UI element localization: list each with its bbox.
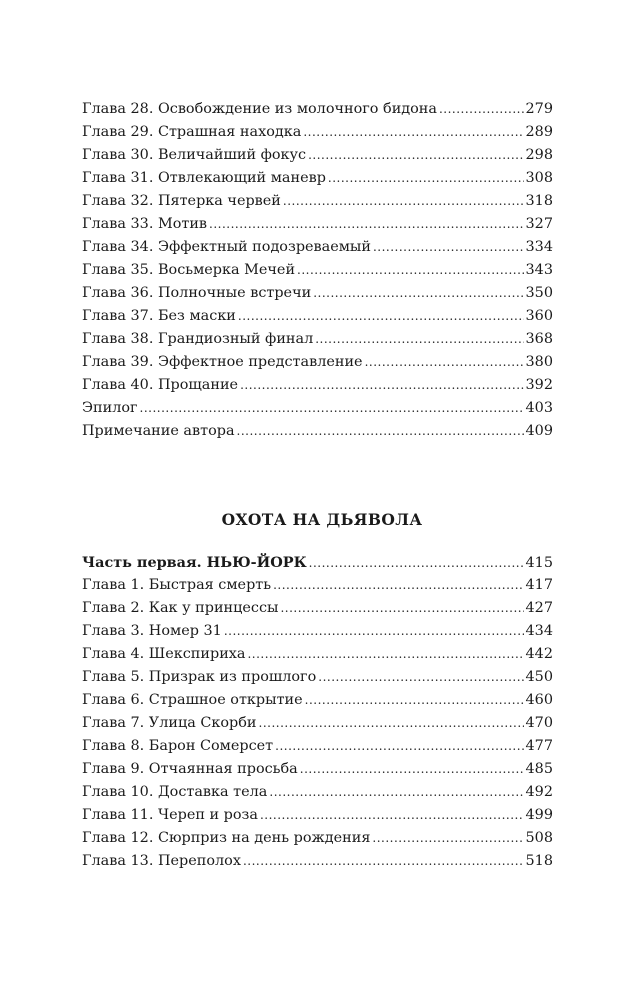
- toc-entry-title: Глава 5. Призрак из прошлого: [82, 669, 317, 685]
- leader-dots: [309, 552, 524, 575]
- leader-dots: [328, 167, 524, 190]
- toc-entry: [82, 735, 553, 758]
- toc-entry-title: Эпилог: [82, 400, 138, 416]
- toc-entry-page: 380: [525, 354, 553, 370]
- leader-dots: [280, 597, 523, 620]
- toc-entry-page: 427: [525, 600, 553, 616]
- toc-entry: [82, 397, 553, 420]
- leader-dots: [247, 643, 523, 666]
- toc-entry: [82, 712, 553, 735]
- toc-entry-title: Глава 7. Улица Скорби: [82, 715, 257, 731]
- toc-entry-title: Глава 1. Быстрая смерть: [82, 577, 272, 593]
- toc-entry-page: 434: [525, 623, 553, 639]
- toc-entry-page: 477: [525, 738, 553, 754]
- toc-list-first: [82, 98, 553, 443]
- section-title: ОХОТА НА ДЬЯВОЛА: [221, 510, 423, 529]
- toc-entry: [82, 98, 553, 121]
- toc-part-entry: [82, 551, 553, 574]
- toc-entry-page: 417: [525, 577, 553, 593]
- leader-dots: [140, 397, 524, 420]
- toc-entry-title: Глава 31. Отвлекающий маневр: [82, 170, 326, 186]
- toc-entry: [82, 374, 553, 397]
- toc-entry-title: Глава 12. Сюрприз на день рождения: [82, 830, 371, 846]
- toc-entry-title: Глава 32. Пятерка червей: [82, 193, 281, 209]
- toc-entry: [82, 236, 553, 259]
- leader-dots: [240, 374, 523, 397]
- toc-entry: [82, 351, 553, 374]
- toc-entry-page: 350: [525, 285, 553, 301]
- toc-entry: [82, 827, 553, 850]
- toc-entry-title: Глава 11. Череп и роза: [82, 807, 258, 823]
- leader-dots: [238, 305, 524, 328]
- toc-entry-page: 279: [525, 101, 553, 117]
- toc-entry-title: Глава 34. Эффектный подозреваемый: [82, 239, 371, 255]
- toc-entry-page: 392: [525, 377, 553, 393]
- toc-entry-page: 485: [525, 761, 553, 777]
- toc-entry: [82, 574, 553, 597]
- toc-entry-page: 368: [525, 331, 553, 347]
- toc-entry: [82, 213, 553, 236]
- toc-entry-title: Примечание автора: [82, 423, 235, 439]
- toc-entry: [82, 282, 553, 305]
- toc-entry: [82, 144, 553, 167]
- leader-dots: [283, 190, 524, 213]
- toc-entry-title: Глава 28. Освобождение из молочного бидона: [82, 101, 437, 117]
- toc-entry: [82, 689, 553, 712]
- leader-dots: [237, 420, 524, 443]
- toc-entry-page: 343: [525, 262, 553, 278]
- leader-dots: [315, 328, 523, 351]
- toc-entry-page: 450: [525, 669, 553, 685]
- toc-list-second: [82, 551, 553, 873]
- leader-dots: [297, 259, 523, 282]
- leader-dots: [365, 351, 524, 374]
- leader-dots: [313, 282, 523, 305]
- toc-entry-page: 327: [525, 216, 553, 232]
- toc-entry: [82, 121, 553, 144]
- toc-entry-page: 470: [525, 715, 553, 731]
- toc-entry: [82, 190, 553, 213]
- leader-dots: [303, 121, 523, 144]
- toc-entry: [82, 167, 553, 190]
- toc-entry: [82, 666, 553, 689]
- toc-entry-page: 298: [525, 147, 553, 163]
- toc-entry-title: Глава 38. Грандиозный финал: [82, 331, 314, 347]
- leader-dots: [300, 758, 524, 781]
- toc-entry: [82, 597, 553, 620]
- leader-dots: [372, 827, 523, 850]
- toc-entry-page: 492: [525, 784, 553, 800]
- leader-dots: [439, 98, 524, 121]
- toc-entry-page: 460: [525, 692, 553, 708]
- toc-entry-title: Глава 37. Без маски: [82, 308, 236, 324]
- toc-entry-title: Глава 13. Переполох: [82, 853, 241, 869]
- leader-dots: [273, 574, 523, 597]
- toc-entry-title: Глава 39. Эффектное представление: [82, 354, 363, 370]
- toc-entry-title: Глава 40. Прощание: [82, 377, 239, 393]
- toc-entry: [82, 758, 553, 781]
- toc-entry-title: Глава 35. Восьмерка Мечей: [82, 262, 296, 278]
- leader-dots: [243, 850, 524, 873]
- toc-entry-title: Глава 36. Полночные встречи: [82, 285, 312, 301]
- toc-entry-page: 289: [525, 124, 553, 140]
- toc-entry-title: Глава 29. Страшная находка: [82, 124, 302, 140]
- leader-dots: [275, 735, 523, 758]
- toc-entry-title: Глава 2. Как у принцессы: [82, 600, 279, 616]
- leader-dots: [260, 804, 524, 827]
- toc-entry-title: Глава 8. Барон Сомерсет: [82, 738, 274, 754]
- leader-dots: [308, 144, 523, 167]
- toc-entry-page: 409: [525, 423, 553, 439]
- leader-dots: [373, 236, 524, 259]
- toc-entry-title: Глава 9. Отчаянная просьба: [82, 761, 298, 777]
- toc-entry: [82, 259, 553, 282]
- toc-entry: [82, 643, 553, 666]
- toc-entry: [82, 620, 553, 643]
- toc-entry: [82, 781, 553, 804]
- toc-entry-page: 499: [525, 807, 553, 823]
- leader-dots: [269, 781, 523, 804]
- leader-dots: [318, 666, 523, 689]
- toc-entry-page: 415: [525, 555, 553, 571]
- toc-entry-page: 308: [525, 170, 553, 186]
- toc-entry-page: 518: [525, 853, 553, 869]
- toc-entry: [82, 420, 553, 443]
- toc-entry-title: Глава 33. Мотив: [82, 216, 208, 232]
- toc-entry: [82, 305, 553, 328]
- toc-entry-page: 318: [525, 193, 553, 209]
- toc-entry-page: 360: [525, 308, 553, 324]
- toc-entry-title: Глава 4. Шекспириха: [82, 646, 246, 662]
- toc-entry: [82, 328, 553, 351]
- toc-entry: [82, 850, 553, 873]
- toc-entry-page: 403: [525, 400, 553, 416]
- toc-entry-page: 442: [525, 646, 553, 662]
- toc-entry: [82, 804, 553, 827]
- toc-entry-title: Глава 10. Доставка тела: [82, 784, 268, 800]
- toc-entry-title: Глава 30. Величайший фокус: [82, 147, 307, 163]
- leader-dots: [305, 689, 524, 712]
- leader-dots: [209, 213, 524, 236]
- leader-dots: [259, 712, 524, 735]
- leader-dots: [224, 620, 524, 643]
- toc-entry-title: Глава 3. Номер 31: [82, 623, 222, 639]
- toc-entry-page: 334: [525, 239, 553, 255]
- toc-part-title: Часть первая. НЬЮ-ЙОРК: [82, 554, 307, 571]
- toc-entry-page: 508: [525, 830, 553, 846]
- toc-entry-title: Глава 6. Страшное открытие: [82, 692, 303, 708]
